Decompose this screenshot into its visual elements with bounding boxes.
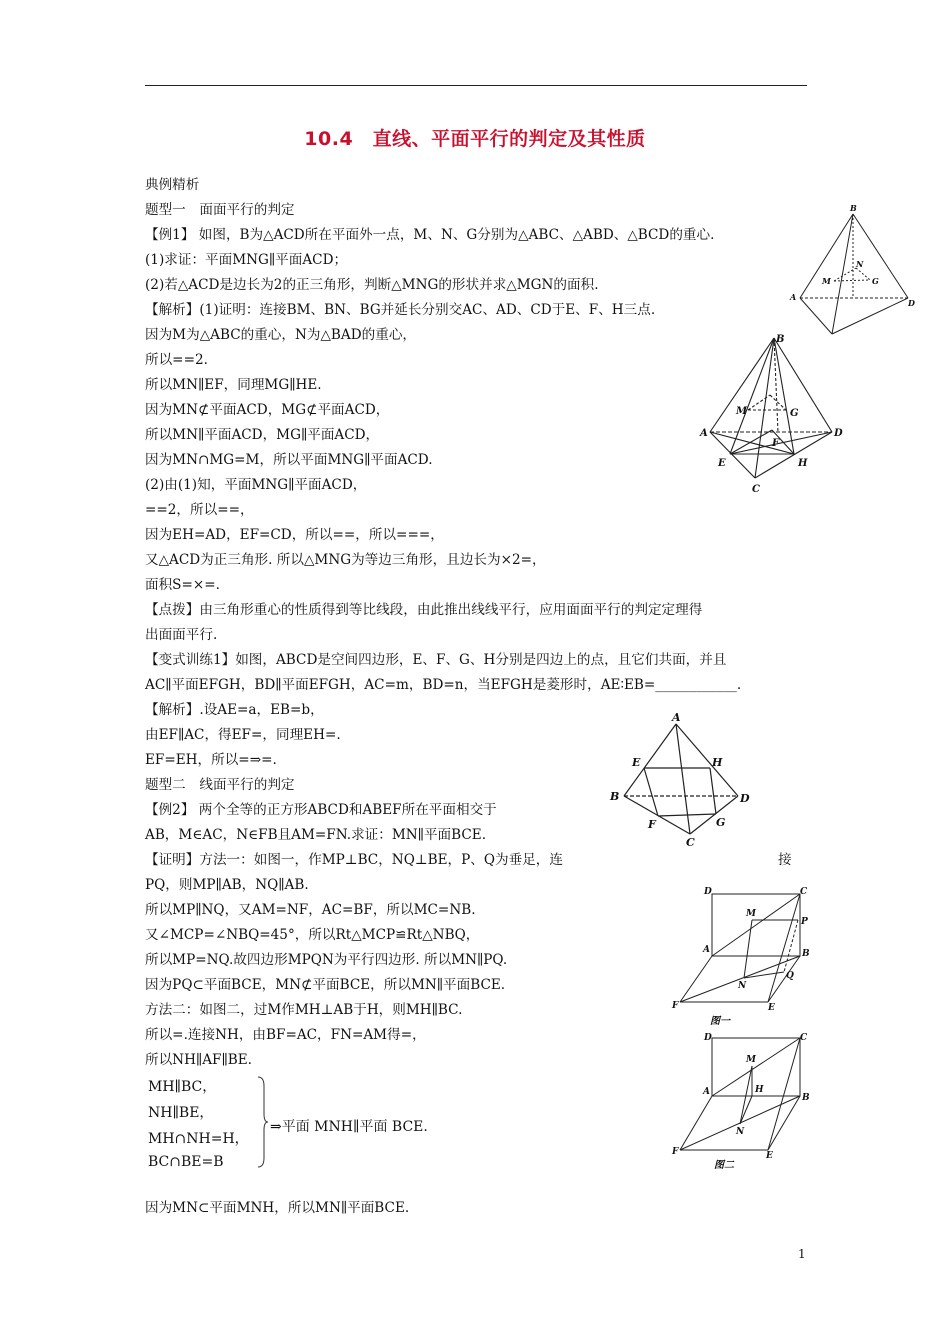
- figure-label: H: [798, 458, 808, 469]
- text-line: 因为EH=AD，EF=CD，所以==，所以===，: [145, 527, 444, 543]
- figure-label: F: [672, 1001, 679, 1011]
- figure-label: A: [703, 1087, 710, 1097]
- system-item: NH∥BE，: [148, 1105, 214, 1121]
- figure-label: A: [700, 428, 708, 439]
- figure-caption: 图二: [714, 1160, 734, 1171]
- figure-label: M: [822, 276, 831, 286]
- figure-label: G: [790, 408, 799, 419]
- figure-label: H: [755, 1085, 764, 1095]
- right-brace: [257, 1076, 269, 1168]
- figure-label: B: [802, 1093, 810, 1103]
- figure-label: N: [856, 259, 864, 269]
- text-line: AC∥平面EFGH，BD∥平面EFGH，AC=m，BD=n，当EFGH是菱形时，AE∶EB=____________.: [145, 677, 742, 693]
- figure-label: A: [703, 945, 710, 955]
- figure-label: B: [850, 203, 857, 213]
- figure-label: F: [672, 1147, 679, 1157]
- text-line: 面积S=×=.: [145, 577, 220, 593]
- text-line: PQ，则MP∥AB，NQ∥AB.: [145, 877, 309, 893]
- text-line: 【点拨】由三角形重心的性质得到等比线段，由此推出线线平行，应用面面平行的判定定理得: [145, 602, 703, 618]
- figure-label: N: [738, 981, 747, 991]
- figure-label: D: [704, 887, 712, 897]
- figure-tetrahedron-1: [788, 200, 918, 340]
- figure-label: B: [610, 790, 620, 803]
- figure-label: H: [712, 756, 723, 769]
- figure-two-squares-2: [670, 1030, 820, 1176]
- text-line: 方法二：如图二，过M作MH⊥AB于H，则MH∥BC.: [145, 1002, 463, 1018]
- text-line: 因为M为△ABC的重心，N为△BAD的重心，: [145, 327, 417, 343]
- text-line: 【例2】 两个全等的正方形ABCD和ABEF所在平面相交于: [145, 802, 497, 818]
- figure-label: E: [718, 458, 726, 469]
- text-line: 【例1】 如图，B为△ACD所在平面外一点，M、N、G分别为△ABC、△ABD、△BCD的重心.: [145, 227, 715, 243]
- figure-label: D: [834, 428, 843, 439]
- figure-label: Q: [786, 971, 794, 981]
- system-item: BC∩BE=B: [148, 1154, 224, 1170]
- figure-label: C: [800, 1033, 808, 1043]
- header-rule: [145, 85, 807, 86]
- text-line: 所以NH∥AF∥BE.: [145, 1052, 252, 1068]
- figure-label: G: [872, 276, 879, 286]
- text-line: 【证明】方法一：如图一，作MP⊥BC，NQ⊥BE，P、Q为垂足，连: [145, 852, 563, 868]
- text-line: 所以=.连接NH，由BF=AC，FN=AM得=，: [145, 1027, 426, 1043]
- text-line: 【变式训练1】如图，ABCD是空间四边形，E、F、G、H分别是四边上的点，且它们共面，并且: [145, 652, 727, 668]
- figure-label: C: [752, 484, 760, 495]
- system-item: MH∥BC，: [148, 1079, 217, 1095]
- text-line: 所以MP∥NQ，又AM=NF，AC=BF，所以MC=NB.: [145, 902, 476, 918]
- figure-label: B: [802, 949, 810, 959]
- figure-two-squares-1: [670, 882, 820, 1030]
- text-line: (2)若△ACD是边长为2的正三角形，判断△MNG的形状并求△MGN的面积.: [145, 277, 599, 293]
- text-line-tail: 接: [778, 852, 792, 868]
- text-line: 所以==2.: [145, 352, 208, 368]
- figure-label: D: [704, 1033, 712, 1043]
- figure-space-quadrilateral: [606, 710, 756, 850]
- text-line: 典例精析: [145, 177, 200, 193]
- text-line: EF=EH，所以=⇒=.: [145, 752, 277, 768]
- figure-tetrahedron-2: [698, 330, 848, 500]
- figure-label: C: [800, 887, 808, 897]
- text-line: 所以MP=NQ.故四边形MPQN为平行四边形. 所以MN∥PQ.: [145, 952, 508, 968]
- figure-label: M: [746, 909, 756, 919]
- figure-label: E: [766, 1151, 773, 1161]
- text-line: AB，M∈AC，N∈FB且AM=FN.求证：MN∥平面BCE.: [145, 827, 487, 843]
- text-line: 所以MN∥EF，同理MG∥HE.: [145, 377, 322, 393]
- figure-label: P: [801, 917, 808, 927]
- text-line: 所以MN∥平面ACD，MG∥平面ACD，: [145, 427, 380, 443]
- text-line: 又∠MCP=∠NBQ=45°，所以Rt△MCP≌Rt△NBQ，: [145, 927, 480, 943]
- figure-label: E: [768, 1003, 775, 1013]
- figure-label: F: [772, 438, 780, 449]
- figure-label: M: [746, 1055, 756, 1065]
- page-number: 1: [798, 1247, 806, 1261]
- page-title: 10.4 直线、平面平行的判定及其性质: [304, 128, 646, 150]
- text-line: 由EF∥AC，得EF=，同理EH=.: [145, 727, 341, 743]
- text-line: 又△ACD为正三角形. 所以△MNG为等边三角形，且边长为×2=，: [145, 552, 546, 568]
- figure-label: G: [716, 816, 726, 829]
- text-line: 因为MN∩MG=M，所以平面MNG∥平面ACD.: [145, 452, 433, 468]
- text-line: 题型一 面面平行的判定: [145, 202, 295, 218]
- figure-label: E: [632, 756, 641, 769]
- text-line: 题型二 线面平行的判定: [145, 777, 295, 793]
- figure-label: B: [776, 334, 785, 345]
- text-line: 因为MN⊂平面MNH，所以MN∥平面BCE.: [145, 1200, 410, 1216]
- text-line: (2)由(1)知，平面MNG∥平面ACD，: [145, 477, 367, 493]
- text-line: 因为MN⊄平面ACD，MG⊄平面ACD，: [145, 402, 390, 418]
- figure-label: F: [648, 818, 656, 831]
- figure-caption: 图一: [710, 1016, 730, 1027]
- figure-label: D: [740, 792, 750, 805]
- figure-label: A: [672, 711, 681, 724]
- figure-label: A: [790, 292, 797, 302]
- text-line: ==2，所以==，: [145, 502, 254, 518]
- text-line: 出面面平行.: [145, 627, 218, 643]
- text-line: 【解析】(1)证明：连接BM、BN、BG并延长分别交AC、AD、CD于E、F、H三点.: [145, 302, 656, 318]
- figure-label: C: [686, 836, 695, 849]
- system-result: ⇒平面 MNH∥平面 BCE.: [270, 1119, 428, 1135]
- figure-label: N: [736, 1127, 745, 1137]
- system-item: MH∩NH=H，: [148, 1131, 249, 1147]
- text-line: 因为PQ⊂平面BCE，MN⊄平面BCE，所以MN∥平面BCE.: [145, 977, 506, 993]
- text-line: (1)求证：平面MNG∥平面ACD；: [145, 252, 348, 268]
- figure-label: M: [736, 406, 748, 417]
- text-line: 【解析】.设AE=a，EB=b，: [145, 702, 324, 718]
- figure-label: D: [908, 298, 915, 308]
